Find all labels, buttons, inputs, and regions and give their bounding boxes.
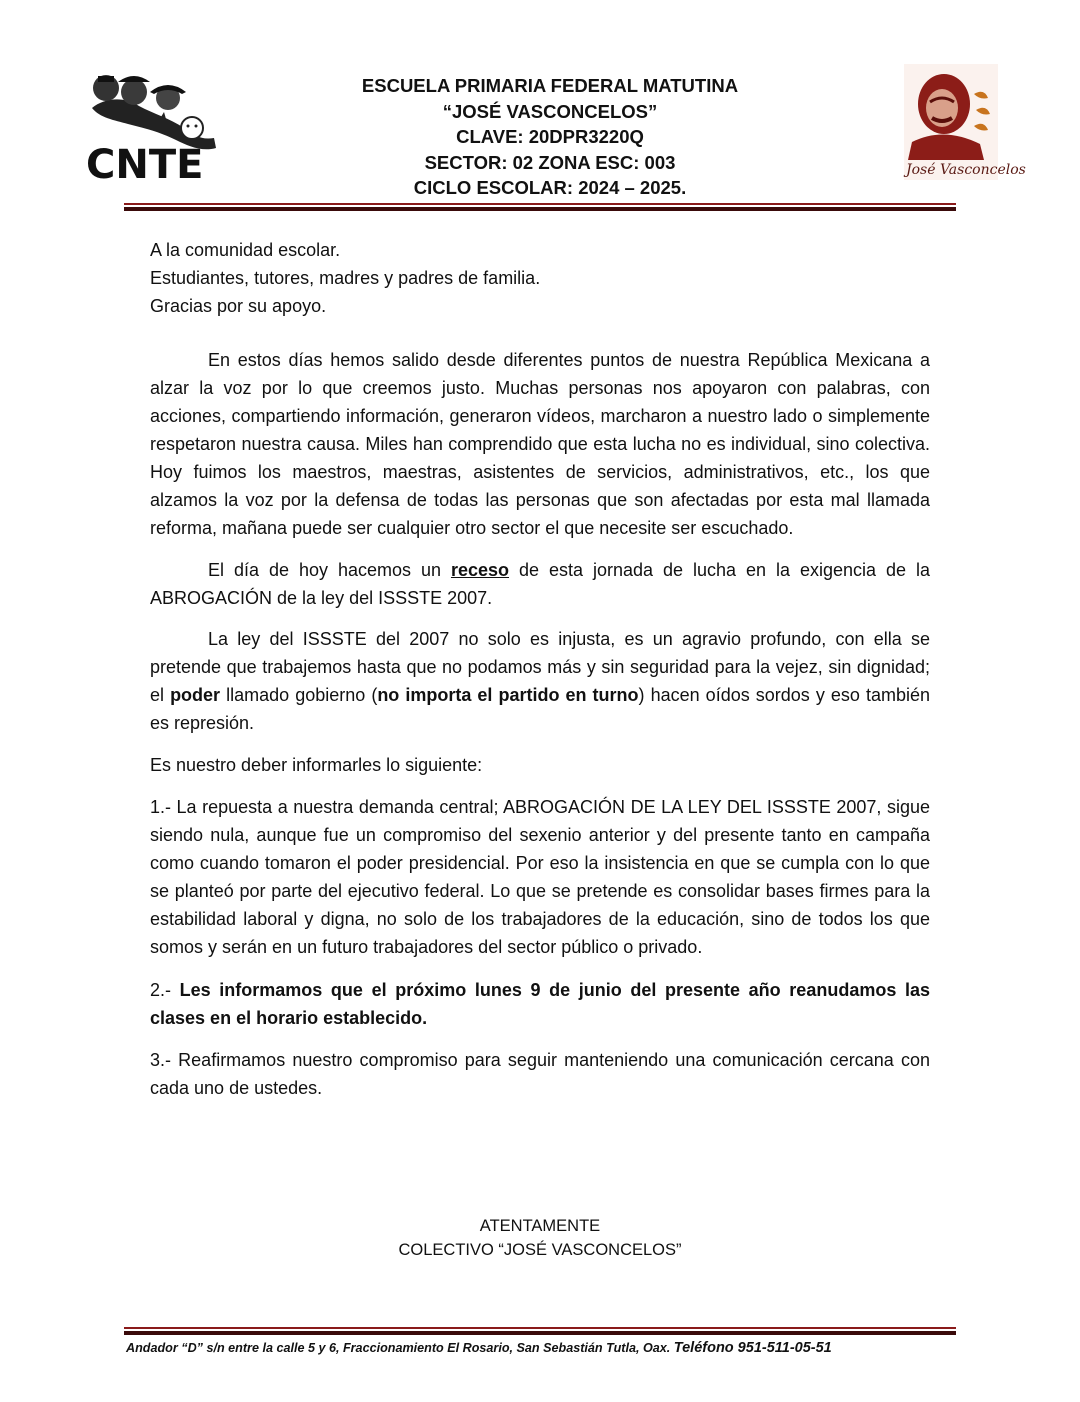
item-2: 2.- Les informamos que el próximo lunes 9 de junio del presente año reanudamos las clases en el horario establecido.: [150, 980, 930, 1028]
school-name: ESCUELA PRIMARIA FEDERAL MATUTINA: [361, 75, 739, 96]
school-code: CLAVE: 20DPR3220Q: [456, 126, 644, 147]
poder-emphasis: poder: [170, 685, 221, 705]
item-1: 1.- La repuesta a nuestra demanda central; ABROGACIÓN DE LA LEY DEL ISSSTE 2007, sigue siendo nula, aunque fue un compromiso del sexenio anterior y del presente tanto en campaña como cuando tomaron el poder presidencial. Por eso la insistencia en que se cumpla con lo que se planteó por parte del ejecutivo federal. Lo que se pretende es consolidar bases firmes para la estabilidad laboral y digna, no solo de los trabajadores de la educación, sino de todos los que somos y serán en un futuro trabajadores del sector público o privado.: [150, 797, 930, 957]
partido-emphasis: no importa el partido en turno: [377, 685, 639, 705]
greeting-line-2: Estudiantes, tutores, madres y padres de familia.: [150, 268, 541, 288]
vasconcelos-logo: [904, 64, 1026, 180]
signature-closing: ATENTAMENTE: [479, 1217, 601, 1235]
school-honoree: “JOSÉ VASCONCELOS”: [442, 100, 658, 122]
letter-body: [150, 236, 930, 1102]
footer-address: Andador “D” s/n entre la calle 5 y 6, Fraccionamiento El Rosario, San Sebastián Tutla, Oax.: [126, 1341, 671, 1355]
footer-divider: [124, 1327, 956, 1335]
signature-block: [300, 1214, 780, 1262]
signature-collective: COLECTIVO “JOSÉ VASCONCELOS”: [398, 1241, 682, 1259]
paragraph-1: En estos días hemos salido desde diferentes puntos de nuestra República Mexicana a alzar la voz por lo que creemos justo. Muchas personas nos apoyaron con palabras, con acciones, compartiendo información, generaron vídeos, marcharon a nuestro lado o simplemente respetaron nuestra causa. Miles han comprendido que esta lucha no es individual, sino colectiva. Hoy fuimos los maestros, maestras, asistentes de servicios, administrativos, etc., los que alzamos la voz por la defensa de todas las personas que son afectadas por esta mal llamada reforma, mañana puede ser cualquier otro sector el que necesite ser escuchado.: [150, 350, 930, 538]
school-sector: SECTOR: 02 ZONA ESC: 003: [424, 151, 676, 173]
item-3: 3.- Reafirmamos nuestro compromiso para seguir manteniendo una comunicación cercana con cada uno de ustedes.: [150, 1050, 930, 1098]
paragraph-4: Es nuestro deber informarles lo siguiente:: [150, 755, 483, 775]
svg-text:José Vasconcelos: José Vasconcelos: [906, 162, 1026, 178]
svg-text:CNTE: CNTE: [86, 142, 204, 188]
footer-phone: Teléfono 951-511-05-51: [673, 1340, 832, 1356]
footer: [126, 1340, 946, 1356]
greeting-line-1: A la comunidad escolar.: [150, 240, 341, 260]
header-divider: [124, 203, 956, 211]
paragraph-3: La ley del ISSSTE del 2007 no solo es injusta, es un agravio profundo, con ella se pretende que trabajemos hasta que no podamos más y sin seguridad para la vejez, sin dignidad; el poder llamado gobierno (no importa el partido en turno) hacen oídos sordos y eso también es represión.: [150, 629, 930, 733]
greeting-line-3: Gracias por su apoyo.: [150, 296, 327, 316]
receso-emphasis: receso: [450, 560, 510, 580]
cnte-logo: [84, 68, 232, 188]
school-cycle: CICLO ESCOLAR: 2024 – 2025.: [413, 177, 687, 198]
school-header: [300, 73, 800, 201]
paragraph-2: El día de hoy hacemos un receso de esta jornada de lucha en la exigencia de la ABROGACIÓN de la ley del ISSSTE 2007.: [150, 560, 930, 608]
